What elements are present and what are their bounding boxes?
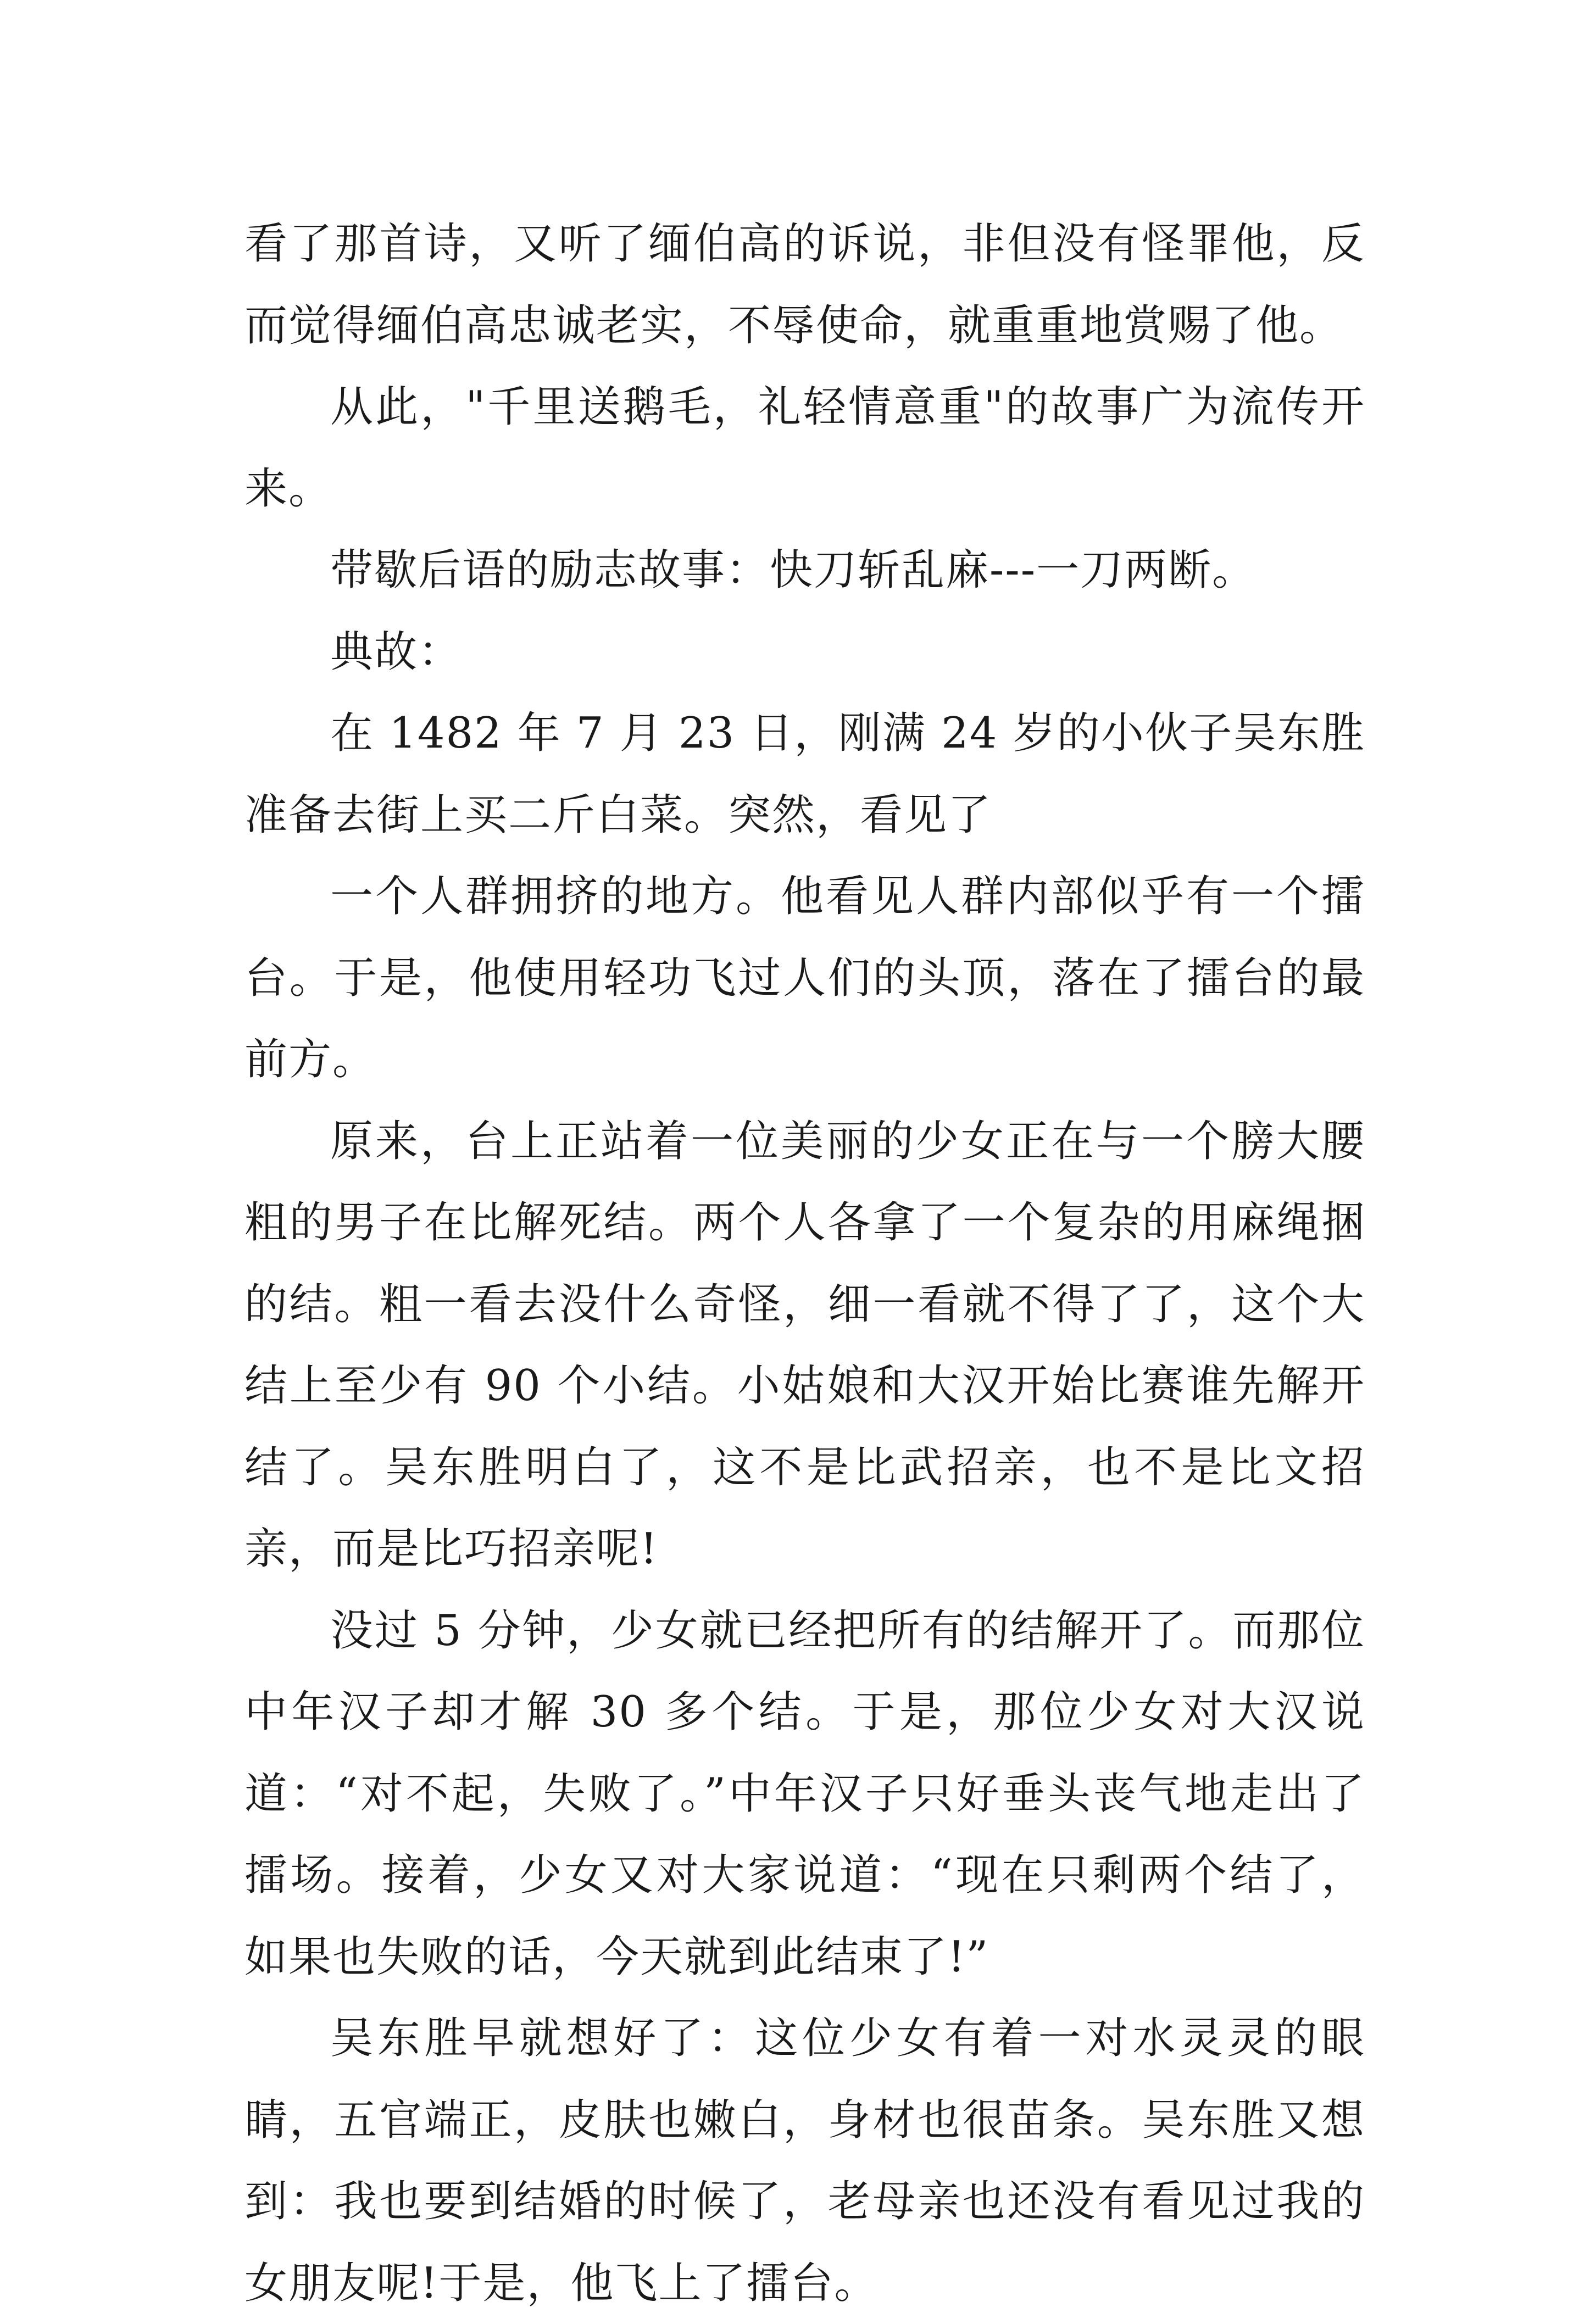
document-body: [244, 203, 1365, 2324]
paragraph-decision: 吴东胜早就想好了：这位少女有着一对水灵灵的眼睛，五官端正，皮肤也嫩白，身材也很苗条。吴东胜又想到：我也要到结婚的时候了，老母亲也还没有看见过我的女朋友呢!于是，他飞上了擂台。: [244, 2014, 1365, 2308]
paragraph-continued: 看了那首诗，又听了缅伯高的诉说，非但没有怪罪他，反而觉得缅伯高忠诚老实，不辱使命，就重重地赏赐了他。: [244, 219, 1365, 350]
paragraph-crowd: 一个人群拥挤的地方。他看见人群内部似乎有一个擂台。于是，他使用轻功飞过人们的头顶，落在了擂台的最前方。: [244, 872, 1365, 1084]
paragraph-result: 没过 5 分钟，少女就已经把所有的结解开了。而那位中年汉子却才解 30 多个结。于是，那位少女对大汉说道：“对不起，失败了。”中年汉子只好垂头丧气地走出了擂场。接着，少女又对大家说道：“现在只剩两个结了，如果也失败的话，今天就到此结束了!”: [244, 1606, 1365, 1982]
paragraph-allusion-label: 典故：: [330, 627, 463, 677]
paragraph-story-spread: 从此，"千里送鹅毛，礼轻情意重"的故事广为流传开来。: [244, 382, 1365, 514]
paragraph-contest: 原来，台上正站着一位美丽的少女正在与一个膀大腰粗的男子在比解死结。两个人各拿了一个复杂的用麻绳捆的结。粗一看去没什么奇怪，细一看就不得了了，这个大结上至少有 90 个小结。小姑娘和大汉开始比赛谁先解开结了。吴东胜明白了，这不是比武招亲，也不是比文招亲，而是比巧招亲呢!: [244, 1116, 1365, 1574]
paragraph-story-heading: 带歇后语的励志故事：快刀斩乱麻---一刀两断。: [330, 545, 1257, 595]
paragraph-story-start: 在 1482 年 7 月 23 日，刚满 24 岁的小伙子吴东胜准备去街上买二斤白菜。突然，看见了: [244, 709, 1365, 840]
